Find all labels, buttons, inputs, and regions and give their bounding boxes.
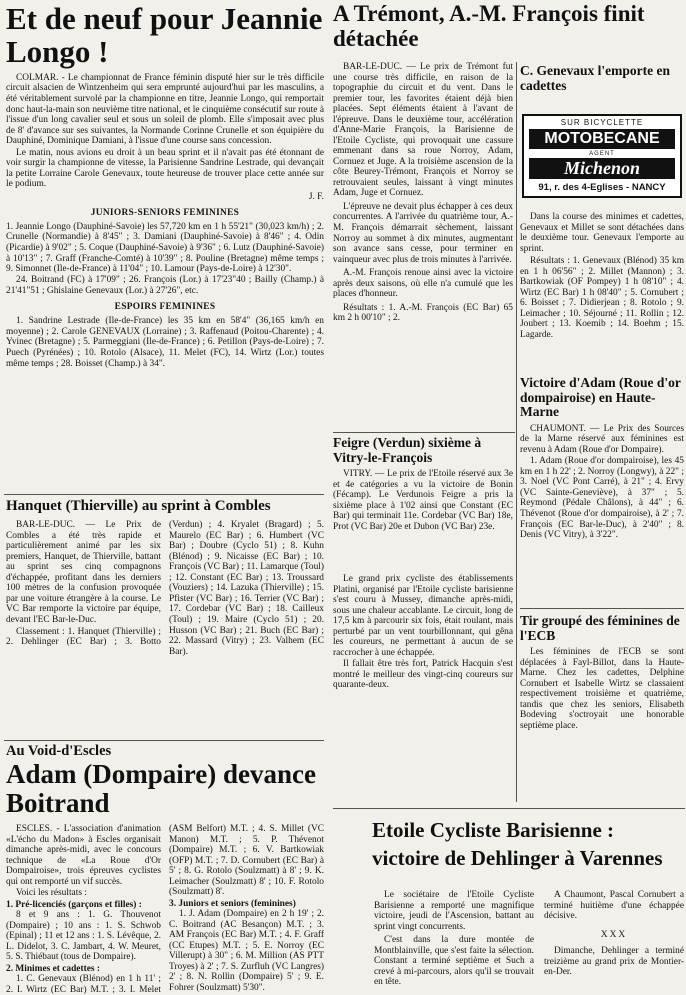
adam-results: 1. C. Genevaux (Blénod) en 1 h 11' ; 2. I. Wirtz (EC Bar) M.T. ; 3. I. Melet (ASM Belfort) M.T. ; 4. S. Millet (VC Manon) M.T. ; 5. P. Thévenot (Dompaire) M.T. ; 6. V. Bartkowiak (OFP) M.T. ; 7. D. Cornubert (EC Bar) à 5' ; 8. G. Rotolo (Soulzmatt) à 8' ; 9. K. Leimacher (Soulzmatt) 8' ; 10. F. Rotolo (Soulzmatt) 8'. — [6, 823, 324, 995]
column-rule — [516, 62, 517, 802]
longo-signature: J. F. — [308, 191, 324, 202]
tir-headline: Tir groupé des féminines de l'ECB — [520, 613, 680, 643]
separator: XXX — [600, 929, 628, 940]
cgenevaux-article — [520, 212, 684, 372]
cgenevaux-headline-block — [520, 64, 684, 112]
tremont-paragraph: A.-M. François renoue ainsi avec la victoire après deux saisons, où elle n'a cumulé que les places d'honneur. — [333, 268, 513, 300]
adam-columns — [6, 824, 324, 995]
adam-headline: Adam (Dompaire) devance Boitrand — [6, 758, 316, 818]
rule — [520, 608, 684, 609]
tir-paragraph: Les féminines de l'ECB se sont déplacées à Fayl-Billot, dans la Haute-Marne. Chez les cadettes, Delphine Cornubert et Isabelle Wirtz se classaient respectivement troisième et quatrième, tandis que chez les seniors, Elisabeth Bodeving s'octroyait une honorable septième place. — [520, 647, 684, 731]
cgenevaux-results: Résultats : 1. Genevaux (Blénod) 35 km en 1 h 06'56" ; 2. Millet (Mannon) ; 3. Bartkowiak (OF Pompey) 1 h 08'10" ; 4. Wirtz (EC Bar) 1 h 08'40" ; 5. Cornubert ; 6. Boisset ; 7. Didierjean ; 8. Rotolo ; 9. Leimacher ; 10. Séjourné ; 11. Rollin ; 12. Joubert ; 13. Koemib ; 14. Boehm ; 15. Lagarde. — [520, 256, 684, 340]
dehlinger-paragraph: Le sociétaire de l'Etoile Cycliste Barisienne a remporté une magnifique victoire, jeudi de l'Ascension, battant au sprint vingt concurrents. — [374, 890, 534, 932]
platini-paragraph: Le grand prix cycliste des établissements Platini, organisé par l'Etoile cycliste barisienne s'est couru à Mussey, dimanche après-midi, sous une chaleur accablante. Le circuit, long de 17,5 km à parcourir six fois, était roulant, mais perturbé par un vent tourbillonnant, qui gêna les coureurs, ne permettant à aucun de se raccrocher à une échappée. — [333, 574, 513, 658]
adam-kicker: Au Void-d'Escles — [6, 743, 112, 759]
tremont-headline: A Trémont, A.-M. François finit détachée — [333, 1, 645, 51]
motobecane-ad — [522, 114, 682, 198]
platini-article — [333, 574, 513, 796]
adam-results: 8 et 9 ans : 1. G. Thouvenot (Dompaire) ; 10 ans : 1. S. Schwob (Epinal) ; 11 et 12 ans : 1. S. Lévêque, 2. L. Didelot, 3. C. Jambart, 4. W. Meuret, 5. S. Thiébaut (tous de Dompaire). — [6, 910, 161, 963]
rule — [333, 808, 685, 809]
tremont-paragraph: BAR-LE-DUC. — Le prix de Trémont fut une course très difficile, en raison de la topographie du circuit et du vent. Dans le premier tour, les favorites étaient déjà bien placées. Sept éléments étaient à l'avant de l'épreuve. Dans le deuxième tour, accélération d'Anne-Marie François, la Barisienne de l'Etoile Cycliste, qui provoquait une cassure emmenant dans sa roue Norroy, Adam, Cornuez et Juge. A la troisième ascension de la côte Beurey-Trémont, François et Norroy se retrouvaient seules, laissant à vingt minutes Adam, Juge et Cornuez. — [333, 62, 513, 199]
hanquet-paragraph: BAR-LE-DUC. — Le Prix de Combles a été très rapide et particulièrement animé par les six premiers, Hanquet, de Thierville, battant au sprint ses cinq compagnons d'échappée, profitant dans les derniers 100 mètres de la confusion provoquée par une voiture étrangère à la course. Le VC Bar remporte la victoire par équipe, devant l'EC Bar-le-Duc. — [6, 520, 161, 625]
adamroue-paragraph: CHAUMONT. — Le Prix des Sources de la Marne réservé aux féminines est revenu à Adam (Roue d'or Dompaire). — [520, 423, 684, 455]
ad-brand: MOTOBECANE — [529, 129, 675, 149]
dehlinger-article — [374, 890, 534, 988]
ad-agent: AGENT — [589, 151, 615, 157]
longo-results: 24. Boitrand (FC) à 17'09" ; 26. François (Lor.) à 17'23"40 ; Bailly (Champ.) à 21'41"51 ; Ghislaine Genevaux (Lor.) à 27'26", etc. — [6, 274, 324, 296]
longo-paragraph: COLMAR. - Le championnat de France féminin disputé hier sur le très difficile circuit alsacien de Wintzenheim qui sera emprunté aujourd'hui par les masculins, a été véritablement survolé par la championne en titre, Jeannie Longo, qui remportait donc haut-la-main son neuvième titre national, et le cinquième consécutif sur route à l'issue d'un long cavalier seul et sous un soleil de plomb. Elle s'imposait avec plus de 8' d'avance sur ses suivantes, la Normande Corinne Crunelle et son équipière du Dauphiné, Dominique Damiani, à l'issue d'une course sans concession. — [6, 72, 324, 147]
ad-brand: Michenon — [529, 158, 675, 179]
ad-line: SUR BICYCLETTE — [560, 118, 644, 127]
longo-results: 1. Jeannie Longo (Dauphiné-Savoie) les 57,720 km en 1 h 55'21" (30,023 km/h) ; 2. Crunelle (Normandie) à 8'45" ; 3. Damiani (Dauphiné-Savoie) à 8'46" ; 4. Odin (Picardie) à 9'02" ; 5. Coque (Dauphiné-Savoie) à 9'36" ; 6. Lutz (Dauphiné-Savoie) à 10'13" ; 7. Graff (Franche-Comté) à 10'39" ; 8. Pouline (Bretagne) même temps ; 9. Simonnet (Ile-de-France) à 11'04" ; 10. Lamour (Pays-de-Loire) à 12'30". — [6, 221, 324, 275]
tremont-article — [333, 62, 513, 432]
dehlinger-paragraph: A Chaumont, Pascal Cornubert a terminé huitième d'une échappée décisive. — [544, 890, 684, 922]
rule — [4, 740, 324, 741]
platini-paragraph: Il fallait être très fort, Patrick Hacquin s'est montré le meilleur des vingt-cinq coureurs sur quarante-deux. — [333, 659, 513, 691]
feigre-article — [333, 436, 513, 548]
tremont-headline-block — [333, 2, 683, 62]
adam-category: 3. Juniors et seniors (feminines) — [169, 898, 296, 909]
rule — [333, 432, 515, 433]
tremont-results: Résultats : 1. A.-M. François (EC Bar) 65 km 2 h 00'10" ; 2. — [333, 302, 513, 324]
cgenevaux-headline: C. Genevaux l'emporte en cadettes — [520, 63, 670, 93]
dehlinger-paragraph: Dimanche, Dehlinger a terminé treizième au grand prix de Montier-en-Der. — [544, 946, 684, 978]
adam-article — [6, 743, 324, 995]
longo-article — [6, 2, 324, 374]
dehlinger-article-cont — [544, 890, 684, 984]
tir-article — [520, 614, 684, 800]
adam-category: 1. Pré-licenciés (garçons et filles) : — [6, 899, 142, 910]
adam-category: 2. Minimes et cadettes : — [6, 963, 100, 974]
cgenevaux-paragraph: Dans la course des minimes et cadettes, Genevaux et Millet se sont détachées dans le deuxième tour. Genevaux l'emporte au sprint. — [520, 212, 684, 254]
feigre-headline: Feigre (Verdun) sixième à Vitry-le-François — [333, 435, 482, 465]
adamroue-headline: Victoire d'Adam (Roue d'or dompairoise) en Haute-Marne — [520, 375, 681, 420]
longo-results: 1. Sandrine Lestrade (Ile-de-France) les 35 km en 58'4" (36,165 km/h en moyenne) ; 2. Carole GENEVAUX (Lorraine) ; 3. Raffenaud (Poitou-Charente) ; 4. Yvinec (Bretagne) ; 5. Parmeggiani (Ile-de-France) ; 6. Petillon (Pays-de-Loire) ; 7. Puech (Pyrénées) ; 10. Rotolo (Alsace), 11. Melet (FC), 14. Wirtz (Lor.) toutes même temps ; 28. Boisset (Champ.) à 34". — [6, 316, 324, 369]
hanquet-headline: Hanquet (Thierville) au sprint à Combles — [6, 498, 271, 514]
rule — [4, 494, 324, 495]
adam-results: 1. J. Adam (Dompaire) en 2 h 19' ; 2. C. Boitrand (AC Besançon) M.T. ; 3. AM François (EC Bar) M.T. ; 4. F. Graff (CC Etupes) M.T. ; 5. E. Norroy (EC Villerupt) à 30" ; 6. M. Million (AS PTT Troyes) à 2' ; 7. S. Zurfluh (VC Langres) 2' ; 8. N. Rollin (Dompaire) 5' ; 9. E. Fohrer (Soulzmatt) 5'30". — [169, 909, 324, 993]
dehlinger-paragraph: C'est dans la dure montée de Montblainville, que s'est faite la sélection. Constant a terminé septième et Such a crevé à mi-parcours, alors qu'il se trouvait en tête. — [374, 935, 534, 988]
tremont-paragraph: L'épreuve ne devait plus échapper à ces deux concurrentes. A l'arrivée du quatrième tour, A.-M. François démarrait sèchement, laissant Norroy au sommet à dix minutes, augmentant son avance sans cesse, pour terminer en vainqueur avec plus de trois minutes à l'arrivée. — [333, 201, 513, 265]
dehlinger-headline: Etoile Cycliste Barisienne : victoire de Dehlinger à Varennes — [372, 818, 663, 871]
longo-section-heading: ESPOIRS FEMININES — [114, 302, 216, 313]
adam-paragraph: ESCLES. - L'association d'animation «L'écho du Madon» à Escles organisait dimanche après-midi, avec le concours technique de «La Roue d'Or Dompairoise», trois épreuves cyclistes qui ont remporté un vif succès. — [6, 823, 161, 887]
ad-address: 91, r. des 4-Eglises - NANCY — [538, 182, 666, 193]
adam-paragraph: Voici les résultats : — [16, 888, 87, 899]
feigre-paragraph: VITRY. — Le prix de l'Etoile réservé aux 3e et 4e catégories a vu la victoire de Bonin (Fécamp). Le Verdunois Feigre a pris la sixième place à 1'02 ainsi que Constant (EC Bar) qui terminait 11e. Cordebar (VC Bar) 18e, Prot (VC Bar) 20e et Dubon (VC Bar) 23e. — [333, 469, 513, 532]
longo-section-heading: JUNIORS-SENIORS FEMININES — [90, 207, 240, 218]
dehlinger-headline-block — [372, 816, 684, 886]
hanquet-columns — [6, 520, 324, 657]
adamroue-article — [520, 376, 684, 608]
hanquet-article — [6, 498, 324, 738]
longo-headline: Et de neuf pour Jeannie Longo ! — [6, 1, 323, 70]
longo-paragraph: Le matin, nous avions eu droit à un beau sprint et il n'avait pas été étonnant de voir surgir la championne de vitesse, la Parisienne Sandrine Lestrade, qui devançait la petite Lorraine Carole Genevaux, toute heureuse de trouver place cette année sur le podium. — [6, 147, 324, 190]
hanquet-results: Classement : 1. Hanquet (Thierville) ; 2. Dehlinger (EC Bar) ; 3. Botto (Verdun) ; 4. Kryalet (Bragard) ; 5. Maurelo (EC Bar) ; 6. Humbert (VC Bar) ; Doubre (Cyclo 51) ; 8. Kuhn (Blénod) ; 9. Nicaisse (EC Bar) ; 10. François (VC Bar) ; 11. Lamarque (Toul) ; 12. Constant (EC Bar) ; 13. Troussard (Vouziers) ; 14. Lazuka (Thierville) ; 15. Pfister (VC Bar) ; 16. Terrier (VC Bar) ; 17. Cordebar (VC Bar) ; 18. Cailleux (Toul) ; 19. Maire (Cyclo 51) ; 20. Husson (VC Bar) ; 21. Buch (EC Bar) ; 22. Massard (Vitry) ; 23. Valhem (EC Bar). — [6, 520, 324, 657]
adamroue-results: 1. Adam (Roue d'or dompairoise), les 45 km en 1 h 22' ; 2. Norroy (Longwy), à 22" ; 3. Noel (VC Pont Carré), à 21" ; 4. Ervy (VC Sainte-Geneviève), à 37" ; 5. Reymond (Pédale Châlons), à 44" ; 6. Thévenot (Roue d'or dompairoise), à 2' ; 7. François (EC Bar-le-Duc), à 2'40" ; 8. Denis (VC Vitry), à 3'22". — [520, 456, 684, 541]
